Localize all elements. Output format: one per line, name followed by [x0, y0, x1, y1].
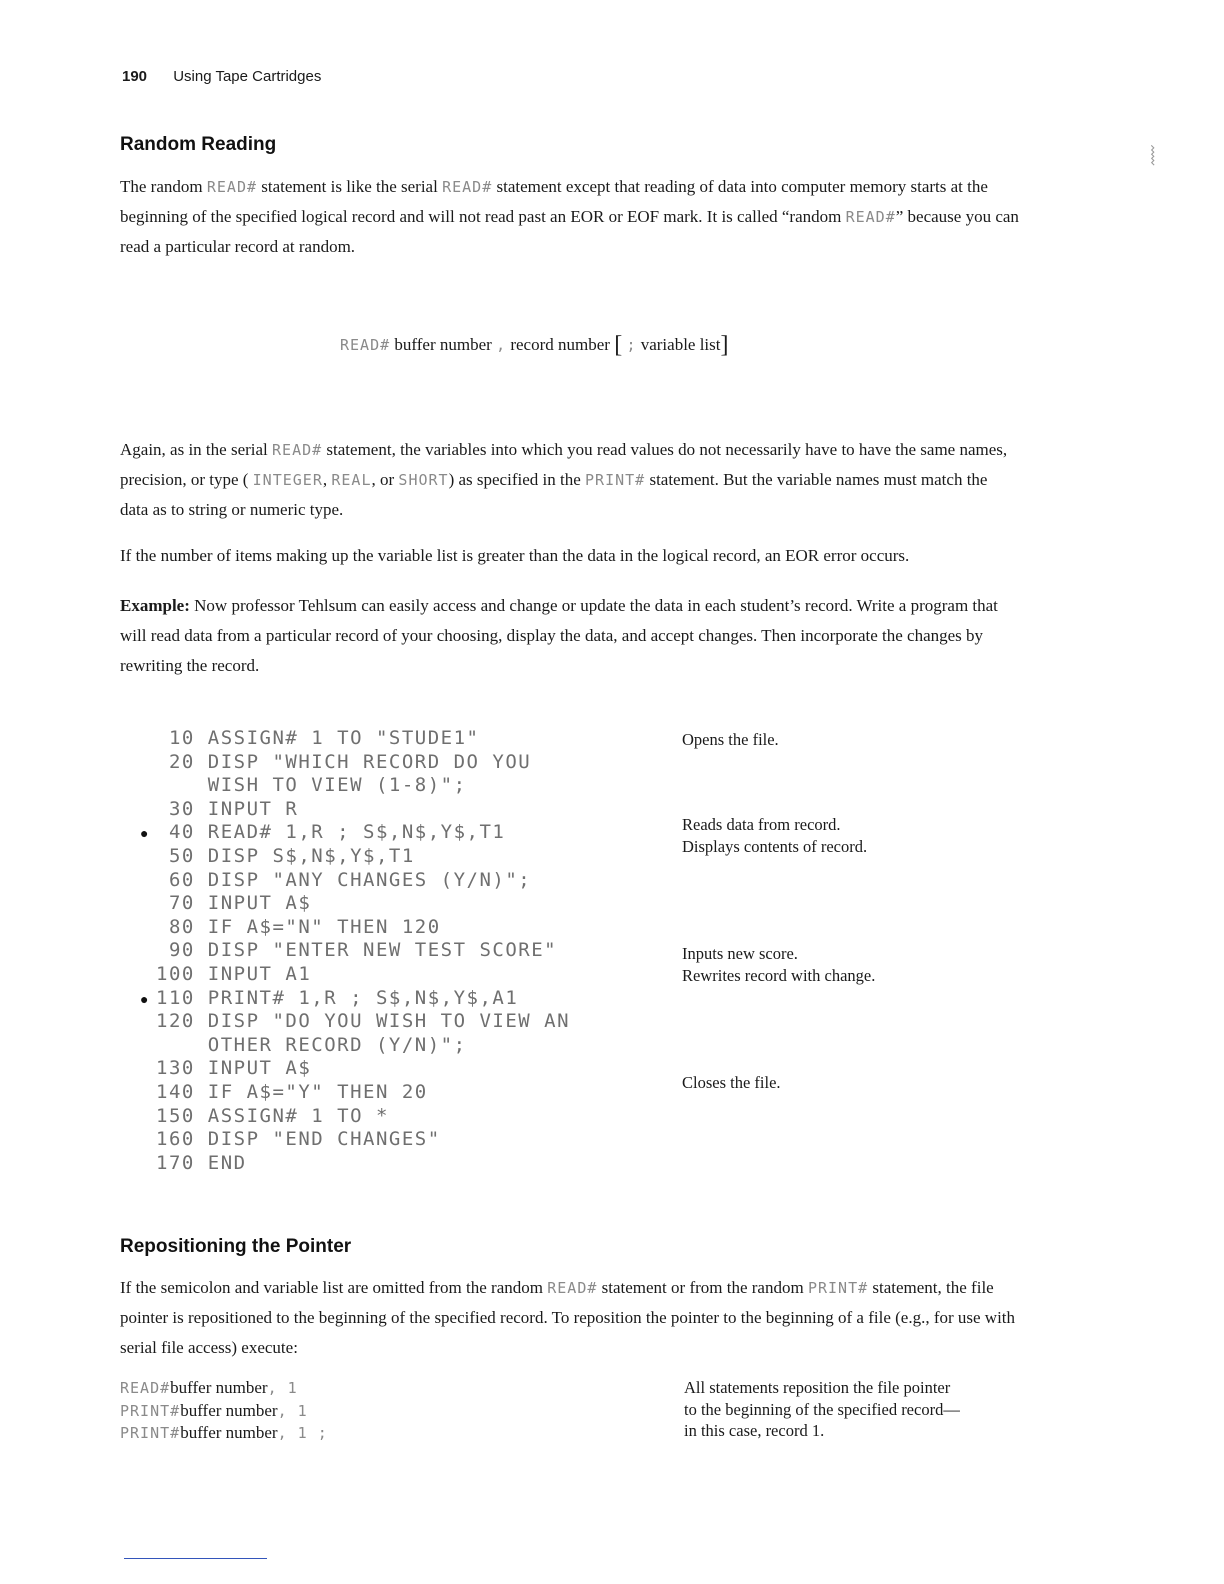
reposition-note-line: All statements reposition the file pointer: [684, 1378, 951, 1397]
heading-repositioning: Repositioning the Pointer: [120, 1236, 352, 1257]
running-head: [122, 68, 321, 85]
note-opens: Opens the file.: [682, 730, 779, 749]
footer-rule: [124, 1558, 267, 1559]
repositioning-paragraph: [120, 1273, 1020, 1363]
reposition-command: [120, 1422, 328, 1445]
code-line-text: 20 DISP "WHICH RECORD DO YOU: [156, 750, 532, 773]
code-line: [140, 751, 570, 775]
keyword-real: REAL: [331, 471, 372, 489]
command-keyword: READ#: [120, 1379, 171, 1397]
note-closes: Closes the file.: [682, 1073, 781, 1092]
code-line-text: 170 END: [156, 1151, 247, 1174]
example-paragraph: [120, 591, 1020, 681]
note-rewrites: Rewrites record with change.: [682, 966, 876, 985]
code-line-text: 10 ASSIGN# 1 TO "STUDE1": [156, 727, 480, 749]
keyword-integer: INTEGER: [252, 471, 323, 489]
intro-text-1: The random: [120, 177, 207, 196]
command-keyword: PRINT#: [120, 1401, 181, 1420]
again-text-2: statement, the variables into which you read values do not necessarily have to have the same names, precision, or type (: [120, 440, 1008, 489]
code-line-text: 160 DISP "END CHANGES": [156, 1128, 441, 1151]
again-text-5: ) as specified in the: [448, 470, 586, 489]
code-line: [140, 1057, 570, 1081]
repo-text-3: statement, the file pointer is repositioned to the beginning of the specified record. To reposition the pointer to the beginning of a file (e.g., for use with serial file access) execute:: [120, 1278, 1016, 1357]
keyword-short: SHORT: [398, 471, 449, 489]
code-line: [140, 892, 570, 916]
keyword-print: PRINT#: [807, 1279, 869, 1297]
syntax-left-bracket: [: [614, 332, 623, 358]
code-line: [140, 774, 570, 798]
code-line-text: 120 DISP "DO YOU WISH TO VIEW AN: [156, 1010, 571, 1033]
keyword-print: PRINT#: [585, 471, 646, 489]
repo-text-2: statement or from the random: [597, 1278, 808, 1297]
code-line-text: 130 INPUT A$: [156, 1057, 312, 1080]
keyword-read: READ#: [845, 208, 896, 226]
code-line: [140, 963, 570, 987]
command-suffix: , 1: [277, 1401, 308, 1420]
keyword-read: READ#: [272, 441, 323, 459]
code-line: [140, 1081, 570, 1105]
code-line-text: 60 DISP "ANY CHANGES (Y/N)";: [156, 868, 532, 891]
command-text: buffer number: [180, 1423, 278, 1442]
intro-paragraph: [120, 172, 1020, 262]
again-text-6: statement. But the variable names must match the data as to string or numeric type.: [120, 470, 988, 519]
read-syntax: [340, 332, 729, 359]
code-line: [140, 821, 570, 845]
again-paragraph: [120, 435, 1020, 525]
code-line: [140, 727, 570, 751]
code-line-bullet: ●: [140, 990, 150, 1007]
example-label: Example:: [120, 596, 190, 615]
code-line-text: 140 IF A$="Y" THEN 20: [156, 1080, 428, 1103]
intro-text-2: statement is like the serial: [257, 177, 443, 196]
keyword-read: READ#: [206, 178, 258, 196]
code-line-text: 50 DISP S$,N$,Y$,T1: [156, 844, 415, 867]
margin-bracket-mark: ⦚: [1150, 142, 1156, 172]
note-reads: Reads data from record.: [682, 815, 841, 834]
keyword-read: READ#: [547, 1279, 598, 1297]
code-line-text: 100 INPUT A1: [156, 962, 312, 985]
syntax-buffer-number: buffer number: [394, 335, 492, 354]
syntax-record-number: record number: [510, 335, 610, 354]
code-line-text: WISH TO VIEW (1-8)";: [156, 774, 467, 797]
page-number: 190: [122, 68, 148, 85]
code-line-bullet: ●: [140, 825, 150, 842]
code-line: [140, 845, 570, 869]
code-line-text: OTHER RECORD (Y/N)";: [156, 1033, 467, 1056]
reposition-note-line: in this case, record 1.: [684, 1421, 825, 1440]
program-listing: [140, 727, 570, 1175]
command-text: buffer number: [180, 1400, 278, 1420]
reposition-commands: [120, 1377, 328, 1445]
intro-text-4: ” because you can read a particular record at random.: [120, 207, 1019, 256]
reposition-note: [684, 1377, 960, 1442]
reposition-note-line: to the beginning of the specified record—: [684, 1399, 960, 1419]
again-text-3: ,: [322, 470, 332, 489]
intro-text-3: statement except that reading of data into computer memory starts at the beginning of the specified logical record and will not read past an EOR or EOF mark. It is called “random: [120, 177, 988, 226]
code-line: [140, 869, 570, 893]
code-line: [140, 1010, 570, 1034]
code-line: [140, 1034, 570, 1058]
repo-text-1: If the semicolon and variable list are omitted from the random: [120, 1278, 548, 1297]
example-text: Now professor Tehlsum can easily access and change or update the data in each student’s record. Write a program that will read data from a particular record of your choosing, display the data, and accept changes. Then incorporate the changes by rewriting the record.: [120, 596, 998, 675]
syntax-comma: ,: [496, 336, 507, 354]
command-keyword: PRINT#: [120, 1424, 181, 1442]
code-line: [140, 916, 570, 940]
reposition-command: [120, 1377, 328, 1400]
again-text-4: , or: [371, 470, 399, 489]
code-line-text: 70 INPUT A$: [156, 892, 312, 915]
code-line-text: 90 DISP "ENTER NEW TEST SCORE": [156, 939, 558, 962]
code-line-text: 30 INPUT R: [156, 797, 299, 820]
syntax-semicolon: ;: [626, 336, 637, 354]
eor-paragraph: If the number of items making up the variable list is greater than the data in the logical record, an EOR error occurs.: [120, 546, 910, 565]
code-line: [140, 1128, 570, 1152]
code-line-text: 150 ASSIGN# 1 TO *: [156, 1104, 389, 1127]
note-displays: Displays contents of record.: [682, 837, 868, 856]
keyword-read: READ#: [442, 178, 493, 196]
command-suffix: , 1: [267, 1379, 298, 1397]
syntax-keyword: READ#: [340, 336, 391, 354]
note-inputs: Inputs new score.: [682, 944, 798, 963]
code-line-text: 80 IF A$="N" THEN 120: [156, 915, 441, 938]
code-line-text: 110 PRINT# 1,R ; S$,N$,Y$,A1: [156, 986, 519, 1009]
code-line: [140, 1105, 570, 1129]
command-suffix: , 1 ;: [277, 1424, 328, 1442]
reposition-command: [120, 1400, 328, 1423]
again-text-1: Again, as in the serial: [120, 440, 273, 459]
code-line: [140, 798, 570, 822]
command-text: buffer number: [170, 1378, 268, 1397]
running-title: Using Tape Cartridges: [173, 68, 322, 85]
code-line: [140, 1152, 570, 1176]
code-line: [140, 987, 570, 1011]
code-line-text: 40 READ# 1,R ; S$,N$,Y$,T1: [156, 821, 506, 844]
syntax-right-bracket: ]: [720, 332, 729, 358]
code-line: [140, 939, 570, 963]
heading-random-reading: Random Reading: [120, 134, 277, 155]
syntax-variable-list: variable list: [640, 335, 721, 354]
